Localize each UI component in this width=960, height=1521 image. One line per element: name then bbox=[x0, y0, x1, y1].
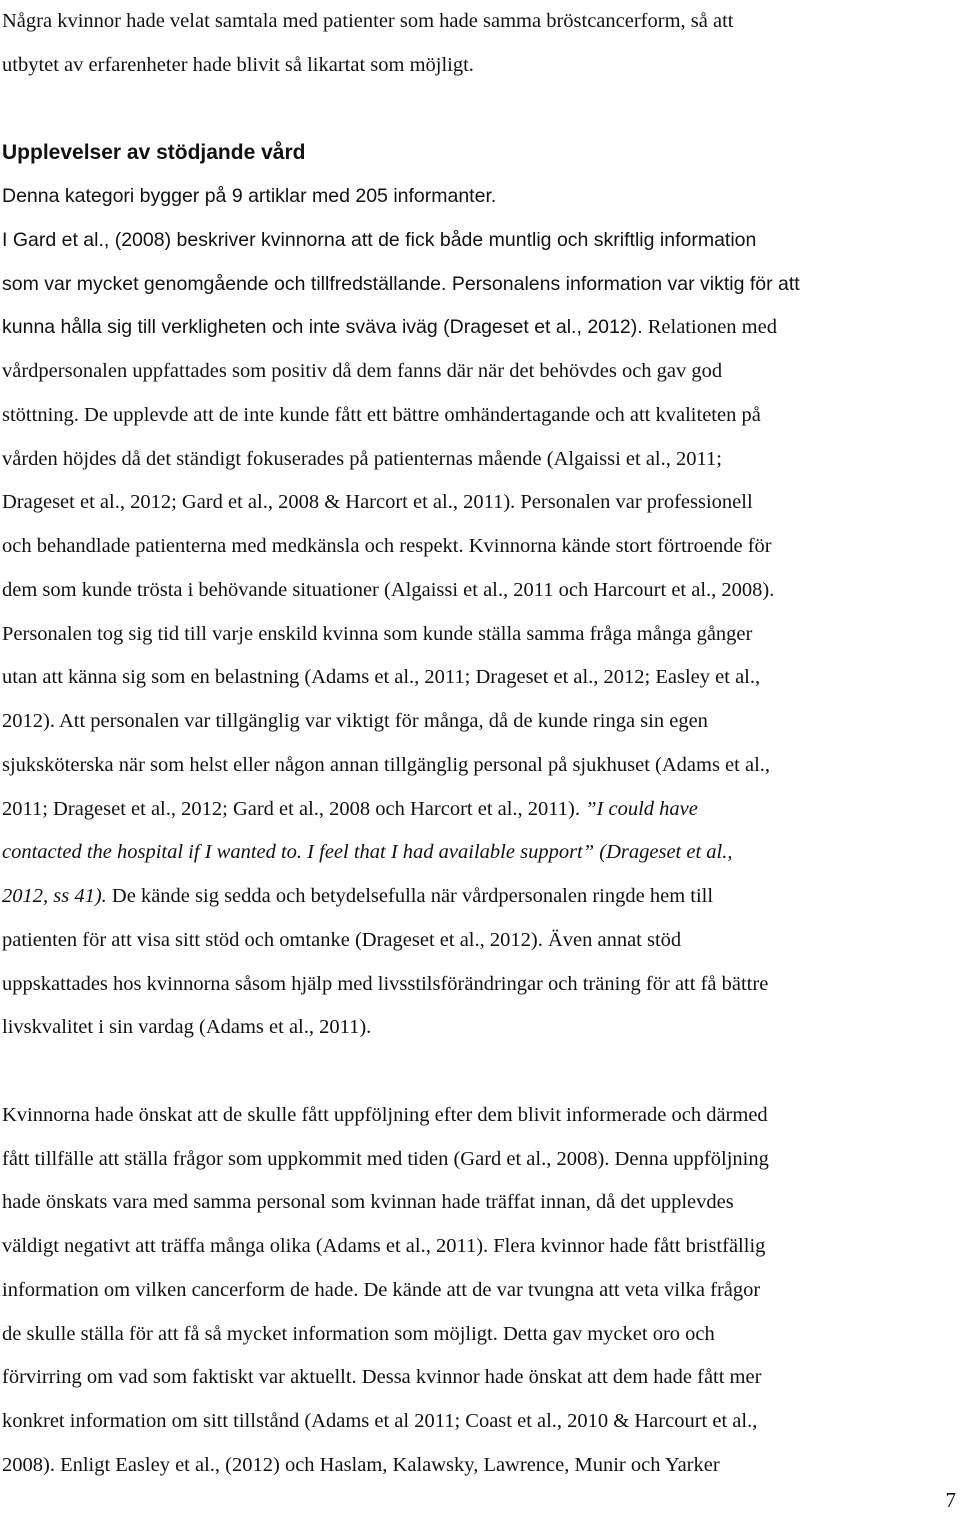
text-line: fått tillfälle att ställa frågor som uppkommit med tiden (Gard et al., 2008). Denna uppföljning bbox=[2, 1147, 769, 1170]
text-body bbox=[2, 0, 958, 1488]
text-segment: som var mycket genomgående och tillfredställande. bbox=[2, 272, 447, 295]
text-line bbox=[2, 263, 958, 307]
text-line: konkret information om sitt tillstånd (Adams et al 2011; Coast et al., 2010 & Harcourt et al., bbox=[2, 1410, 758, 1432]
text-line: vårdpersonalen uppfattades som positiv då dem fanns där när det behövdes och gav god bbox=[2, 360, 723, 382]
quote-segment: ”I could have bbox=[585, 797, 698, 820]
text-segment: Personalens information var viktig för att bbox=[446, 272, 800, 295]
text-segment: De kände sig sedda och betydelsefulla när vårdpersonalen ringde hem till bbox=[106, 885, 714, 907]
section-subheading: Denna kategori bygger på 9 artiklar med 205 informanter. bbox=[2, 185, 497, 207]
intro-paragraph bbox=[2, 0, 958, 88]
text-line: utbytet av erfarenheter hade blivit så likartat som möjligt. bbox=[2, 53, 474, 76]
text-line: utan att känna sig som en belastning (Adams et al., 2011; Drageset et al., 2012; Easley et al., bbox=[2, 666, 761, 689]
text-segment: 2011; Drageset et al., 2012; Gard et al., 2008 och Harcort et al., 2011). bbox=[2, 797, 586, 820]
text-line: Drageset et al., 2012; Gard et al., 2008 & Harcort et al., 2011). Personalen var professionell bbox=[2, 491, 753, 514]
section-heading: Upplevelser av stödjande vård bbox=[2, 141, 306, 165]
text-line: och behandlade patienterna med medkänsla och respekt. Kvinnorna kände stort förtroende för bbox=[2, 535, 772, 557]
quote-segment: 2012, ss 41). bbox=[2, 885, 107, 907]
text-line: sjuksköterska när som helst eller någon annan tillgänglig personal på sjukhuset (Adams et al., bbox=[2, 753, 771, 776]
text-line: livskvalitet i sin vardag (Adams et al., 2011). bbox=[2, 1016, 372, 1039]
text-line: de skulle ställa för att få så mycket information som möjligt. Detta gav mycket oro och bbox=[2, 1322, 715, 1345]
text-segment: I Gard et al., (2008) beskriver kvinnorna att de fick både muntlig och skriftlig information bbox=[2, 228, 757, 251]
text-line: väldigt negativt att träffa många olika (Adams et al., 2011). Flera kvinnor hade fått bristfällig bbox=[2, 1235, 766, 1257]
text-line: 2012). Att personalen var tillgänglig var viktigt för många, då de kunde ringa sin egen bbox=[2, 710, 708, 732]
text-line: dem som kunde trösta i behövande situationer (Algaissi et al., 2011 och Harcourt et al., 2008). bbox=[2, 578, 775, 601]
text-line bbox=[2, 306, 958, 350]
text-line: Några kvinnor hade velat samtala med patienter som hade samma bröstcancerform, så att bbox=[2, 10, 734, 32]
paragraph-supportive-care bbox=[2, 219, 958, 1050]
text-line: information om vilken cancerform de hade. De kände att de var tvungna att veta vilka frågor bbox=[2, 1278, 761, 1301]
paragraph-spacer bbox=[2, 1050, 958, 1094]
quote-line: contacted the hospital if I wanted to. I feel that I had available support” (Drageset et al., bbox=[2, 841, 733, 864]
paragraph-follow-up bbox=[2, 1094, 958, 1488]
text-line: vården höjdes då det ständigt fokuserades på patienternas mående (Algaissi et al., 2011; bbox=[2, 447, 722, 470]
text-segment: kunna hålla sig till verkligheten och inte sväva iväg (Drageset et al., 2012). bbox=[2, 316, 643, 339]
text-line: Personalen tog sig tid till varje enskild kvinna som kunde ställa samma fråga många gånger bbox=[2, 622, 753, 645]
text-segment: Relationen med bbox=[642, 316, 777, 339]
text-line bbox=[2, 875, 958, 919]
text-line: 2008). Enligt Easley et al., (2012) och Haslam, Kalawsky, Lawrence, Munir och Yarker bbox=[2, 1453, 720, 1476]
text-line: förvirring om vad som faktiskt var aktuellt. Dessa kvinnor hade önskat att dem hade fått mer bbox=[2, 1366, 762, 1389]
text-line: patienten för att visa sitt stöd och omtanke (Drageset et al., 2012). Även annat stöd bbox=[2, 928, 682, 951]
page-number: 7 bbox=[945, 1488, 956, 1512]
text-line: hade önskats vara med samma personal som kvinnan hade träffat innan, då det upplevdes bbox=[2, 1191, 734, 1214]
text-line: Kvinnorna hade önskat att de skulle fått uppföljning efter dem blivit informerade och därmed bbox=[2, 1103, 768, 1126]
text-line: uppskattades hos kvinnorna såsom hjälp med livsstilsförändringar och träning för att få bättre bbox=[2, 972, 769, 995]
paragraph-spacer bbox=[2, 88, 958, 132]
text-line bbox=[2, 788, 958, 832]
text-line: stöttning. De upplevde att de inte kunde fått ett bättre omhändertagande och att kvaliteten på bbox=[2, 403, 761, 426]
text-line bbox=[2, 219, 958, 263]
